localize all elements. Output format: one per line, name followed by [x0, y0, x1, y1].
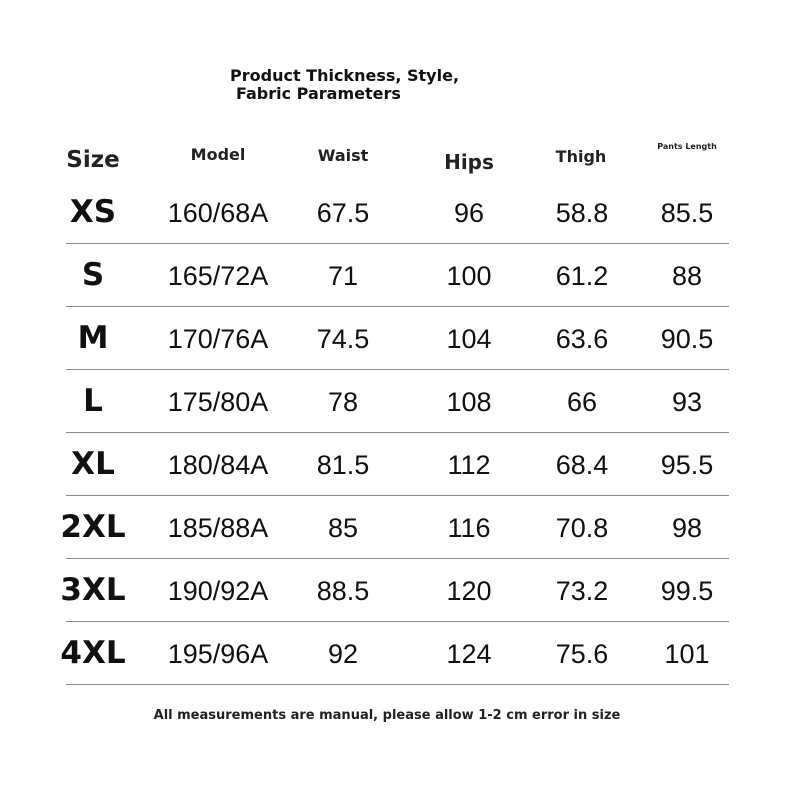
cell-pants-length: 85.5 — [660, 198, 714, 228]
table-row — [60, 622, 729, 685]
cell-pants-length: 90.5 — [660, 324, 714, 354]
column-header-hips: Hips — [444, 150, 494, 174]
cell-waist: 85 — [327, 513, 359, 543]
row-divider — [66, 684, 729, 685]
cell-thigh: 66 — [566, 387, 598, 417]
cell-hips: 116 — [447, 513, 491, 543]
cell-hips: 108 — [446, 387, 492, 417]
cell-hips: 112 — [447, 450, 491, 480]
column-header-thigh: Thigh — [555, 147, 607, 166]
cell-size: XL — [71, 446, 115, 482]
table-row — [66, 244, 729, 307]
column-header-model: Model — [190, 145, 246, 164]
cell-size: 4XL — [60, 635, 126, 671]
cell-thigh: 68.4 — [555, 450, 609, 480]
table-row — [66, 433, 729, 496]
cell-thigh: 63.6 — [555, 324, 609, 354]
cell-thigh: 75.6 — [555, 639, 609, 669]
cell-model: 165/72A — [167, 261, 269, 291]
title-line-2: Fabric Parameters — [236, 84, 401, 103]
cell-hips: 104 — [446, 324, 492, 354]
cell-model: 190/92A — [167, 576, 269, 606]
cell-size: XS — [69, 194, 117, 230]
cell-waist: 67.5 — [316, 198, 370, 228]
cell-size: 3XL — [60, 572, 126, 608]
cell-hips: 100 — [446, 261, 492, 291]
cell-hips: 96 — [453, 198, 485, 228]
cell-pants-length: 95.5 — [660, 450, 714, 480]
cell-pants-length: 101 — [664, 639, 710, 669]
cell-waist: 88.5 — [316, 576, 370, 606]
cell-hips: 120 — [446, 576, 492, 606]
cell-size: S — [81, 257, 105, 293]
cell-model: 180/84A — [167, 450, 269, 480]
column-header-waist: Waist — [317, 146, 369, 165]
title-line-1: Product Thickness, Style, — [230, 66, 460, 85]
table-row — [60, 559, 729, 622]
cell-thigh: 61.2 — [555, 261, 609, 291]
cell-model: 175/80A — [167, 387, 269, 417]
cell-hips: 124 — [446, 639, 492, 669]
cell-pants-length: 88 — [671, 261, 703, 291]
cell-pants-length: 98 — [671, 513, 703, 543]
column-header-size: Size — [66, 147, 120, 173]
table-row — [66, 181, 729, 244]
cell-waist: 71 — [327, 261, 359, 291]
cell-waist: 81.5 — [316, 450, 370, 480]
cell-thigh: 58.8 — [555, 198, 609, 228]
cell-pants-length: 93 — [671, 387, 703, 417]
column-header-pants-length: Pants Length — [657, 142, 717, 151]
table-row — [66, 307, 729, 370]
cell-model: 195/96A — [167, 639, 269, 669]
cell-model: 160/68A — [167, 198, 269, 228]
cell-thigh: 73.2 — [555, 576, 609, 606]
page-title — [230, 67, 459, 103]
cell-thigh: 70.8 — [555, 513, 609, 543]
table-row — [66, 370, 729, 433]
cell-size: L — [83, 383, 103, 419]
cell-waist: 92 — [327, 639, 359, 669]
table-row — [60, 496, 729, 559]
cell-size: M — [77, 320, 109, 356]
measurement-note: All measurements are manual, please allow 1-2 cm error in size — [153, 708, 621, 723]
cell-size: 2XL — [60, 509, 126, 545]
cell-model: 170/76A — [167, 324, 269, 354]
cell-model: 185/88A — [167, 513, 269, 543]
cell-waist: 78 — [327, 387, 359, 417]
cell-pants-length: 99.5 — [660, 576, 714, 606]
cell-waist: 74.5 — [316, 324, 370, 354]
